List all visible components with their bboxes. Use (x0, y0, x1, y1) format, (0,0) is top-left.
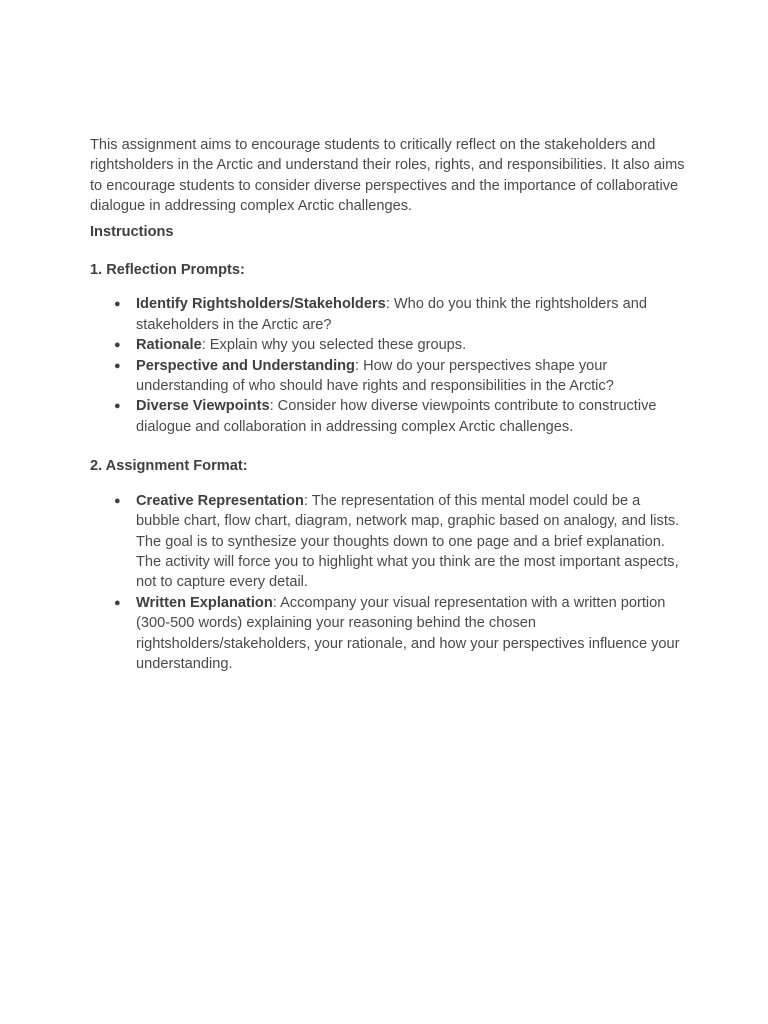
instructions-heading: Instructions (90, 223, 174, 240)
item-text: : Accompany your visual representation with a written portion (300-500 words) explaining your reasoning behind the chosen rightsholders/stakeholders, your rationale, and how your perspectives influence your understanding. (136, 594, 680, 672)
bullet-icon: ● (114, 596, 121, 609)
list-item (90, 396, 686, 437)
item-term: Identify Rightsholders/Stakeholders (136, 296, 386, 313)
item-text: : The representation of this mental model could be a bubble chart, flow chart, diagram, network map, graphic based on analogy, and lists. The goal is to synthesize your thoughts down to one page and a brief explanation. The activity will force you to highlight what you think are the most important aspects, not to capture every detail. (136, 492, 680, 591)
bullet-icon: ● (114, 339, 121, 352)
bullet-icon: ● (114, 494, 121, 507)
item-term: Diverse Viewpoints (136, 398, 270, 415)
item-term: Perspective and Understanding (136, 357, 355, 374)
item-term: Written Explanation (136, 594, 273, 611)
assignment-format-list (90, 491, 686, 675)
item-text: : Who do you think the rightsholders and stakeholders in the Arctic are? (136, 296, 647, 333)
item-text: : Consider how diverse viewpoints contribute to constructive dialogue and collaboration in addressing complex Arctic challenges. (136, 398, 657, 435)
item-term: Rationale (136, 337, 202, 354)
bullet-icon: ● (114, 298, 121, 311)
reflection-prompts-list (90, 294, 686, 437)
assignment-format-heading: 2. Assignment Format: (90, 458, 248, 475)
list-item (90, 593, 686, 675)
item-text: : Explain why you selected these groups. (201, 337, 467, 354)
item-term: Creative Representation (136, 492, 304, 509)
bullet-icon: ● (114, 359, 121, 372)
list-item (90, 294, 686, 335)
document-page (90, 135, 686, 674)
reflection-prompts-heading: 1. Reflection Prompts: (90, 262, 245, 279)
item-text: : How do your perspectives shape your understanding of who should have rights and responsibilities in the Arctic? (136, 357, 614, 395)
list-item (90, 491, 686, 593)
list-item (90, 335, 686, 355)
bullet-icon: ● (114, 400, 121, 413)
intro-paragraph: This assignment aims to encourage students to critically reflect on the stakeholders and rightsholders in the Arctic and understand their roles, rights, and responsibilities. It also aims to encourage students to consider diverse perspectives and the importance of collaborative dialogue in addressing complex Arctic challenges. (90, 137, 685, 215)
list-item (90, 356, 686, 397)
